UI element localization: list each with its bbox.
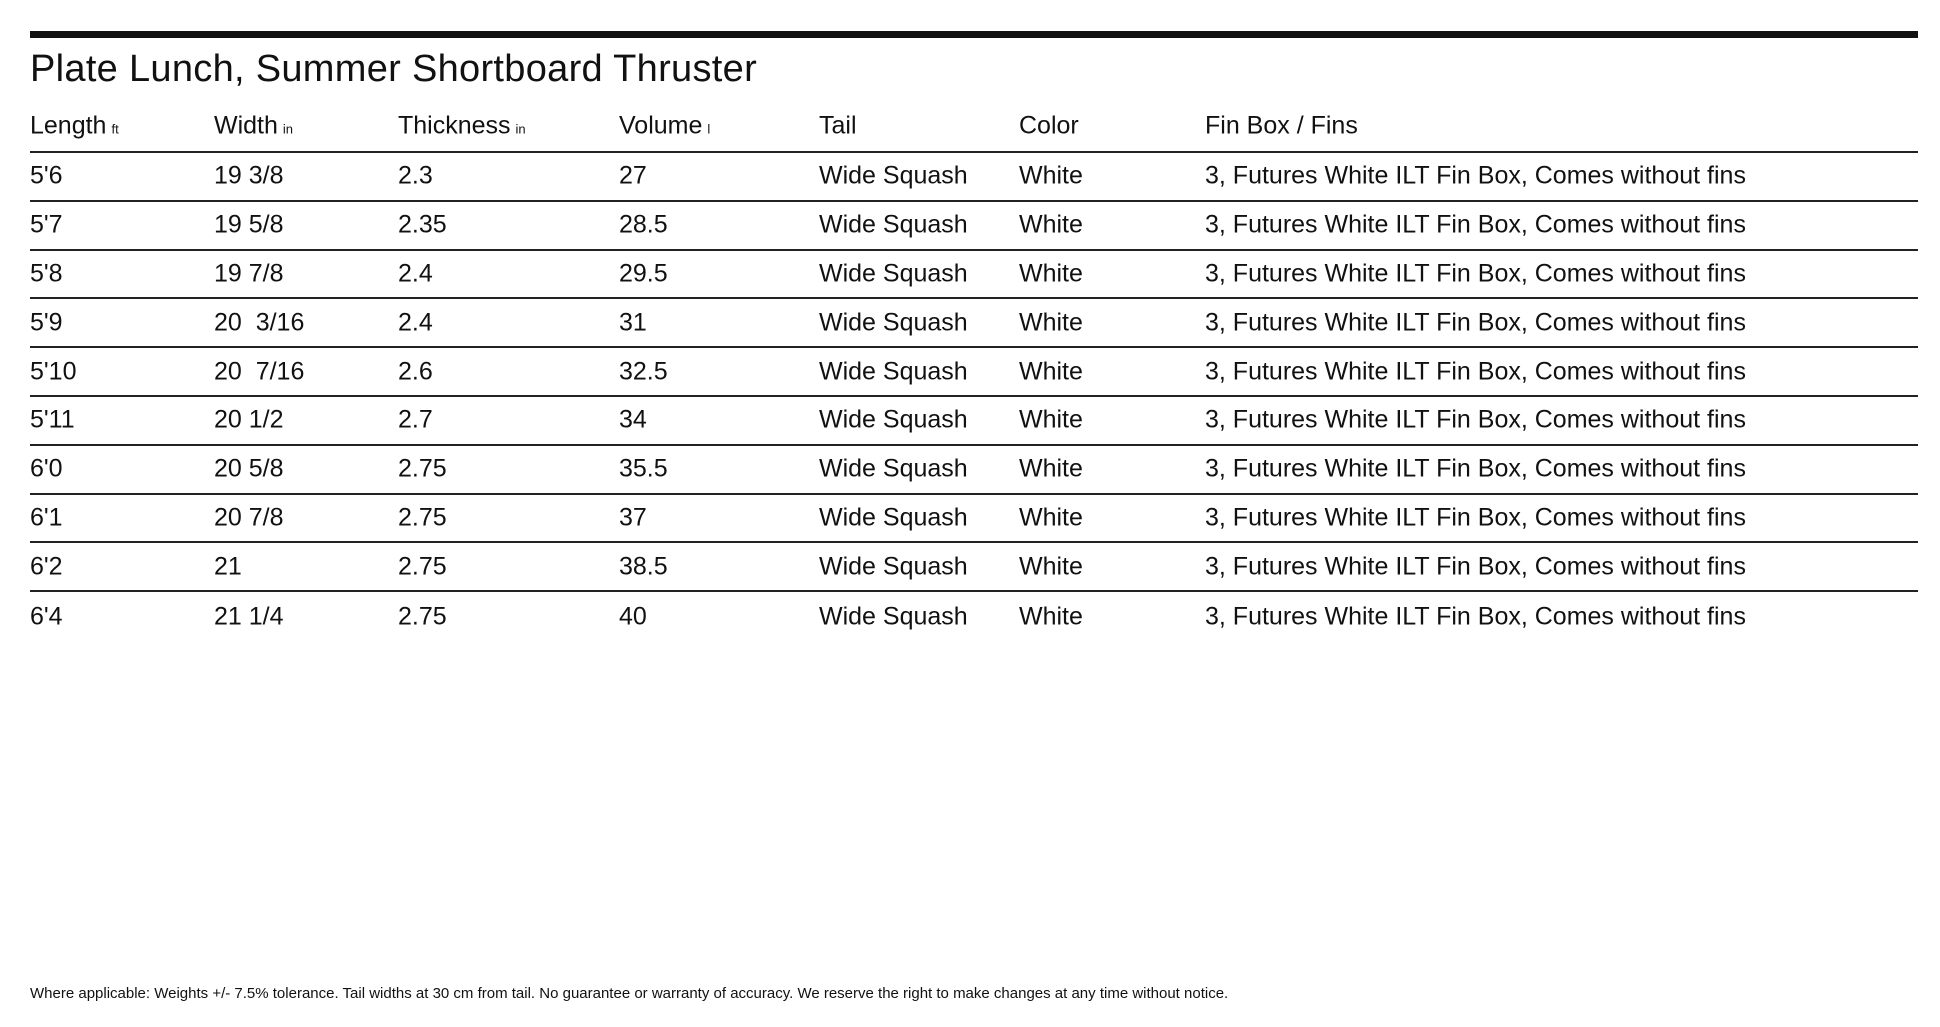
cell-tail: Wide Squash [819, 503, 968, 532]
cell-tail: Wide Squash [819, 161, 968, 190]
cell-thickness: 2.4 [398, 308, 433, 337]
cell-thickness: 2.75 [398, 503, 447, 532]
cell-tail: Wide Squash [819, 308, 968, 337]
cell-thickness: 2.35 [398, 210, 447, 239]
footnote: Where applicable: Weights +/- 7.5% tolerance. Tail widths at 30 cm from tail. No guarantee or warranty of accuracy. We reserve the right to make changes at any time without notice. [30, 985, 1229, 1002]
cell-length: 5'11 [30, 405, 75, 434]
table-row [30, 202, 1918, 251]
cell-volume: 28.5 [619, 210, 668, 239]
cell-color: White [1019, 405, 1083, 434]
cell-width: 20 3/16 [214, 308, 305, 337]
cell-fin-box: 3, Futures White ILT Fin Box, Comes without fins [1205, 308, 1746, 337]
cell-volume: 31 [619, 308, 647, 337]
cell-volume: 38.5 [619, 552, 668, 581]
cell-tail: Wide Squash [819, 602, 968, 631]
cell-width: 19 5/8 [214, 210, 284, 239]
column-header-thickness: Thickness in [398, 111, 526, 139]
cell-fin-box: 3, Futures White ILT Fin Box, Comes without fins [1205, 454, 1746, 483]
table-row [30, 495, 1918, 544]
cell-tail: Wide Squash [819, 210, 968, 239]
cell-tail: Wide Squash [819, 259, 968, 288]
cell-fin-box: 3, Futures White ILT Fin Box, Comes without fins [1205, 503, 1746, 532]
cell-thickness: 2.75 [398, 602, 447, 631]
cell-color: White [1019, 552, 1083, 581]
cell-length: 6'4 [30, 602, 63, 631]
table-row [30, 446, 1918, 495]
spec-table [30, 100, 1918, 641]
cell-width: 20 7/16 [214, 357, 305, 386]
cell-width: 21 [214, 552, 242, 581]
cell-thickness: 2.7 [398, 405, 433, 434]
column-header-tail: Tail [819, 111, 857, 139]
cell-volume: 32.5 [619, 357, 668, 386]
cell-fin-box: 3, Futures White ILT Fin Box, Comes without fins [1205, 357, 1746, 386]
cell-volume: 29.5 [619, 259, 668, 288]
cell-tail: Wide Squash [819, 552, 968, 581]
cell-thickness: 2.75 [398, 454, 447, 483]
cell-volume: 34 [619, 405, 647, 434]
table-row [30, 251, 1918, 300]
cell-length: 5'8 [30, 259, 63, 288]
cell-thickness: 2.3 [398, 161, 433, 190]
cell-color: White [1019, 308, 1083, 337]
cell-length: 5'10 [30, 357, 77, 386]
cell-color: White [1019, 210, 1083, 239]
cell-tail: Wide Squash [819, 357, 968, 386]
cell-volume: 35.5 [619, 454, 668, 483]
cell-fin-box: 3, Futures White ILT Fin Box, Comes without fins [1205, 210, 1746, 239]
cell-width: 21 1/4 [214, 602, 284, 631]
table-row [30, 592, 1918, 641]
cell-color: White [1019, 161, 1083, 190]
cell-fin-box: 3, Futures White ILT Fin Box, Comes without fins [1205, 405, 1746, 434]
cell-width: 19 7/8 [214, 259, 284, 288]
cell-color: White [1019, 454, 1083, 483]
column-header-color: Color [1019, 111, 1079, 139]
cell-volume: 40 [619, 602, 647, 631]
table-row [30, 299, 1918, 348]
cell-length: 5'6 [30, 161, 63, 190]
cell-width: 19 3/8 [214, 161, 284, 190]
cell-length: 6'0 [30, 454, 63, 483]
cell-volume: 37 [619, 503, 647, 532]
cell-length: 5'7 [30, 210, 63, 239]
cell-thickness: 2.4 [398, 259, 433, 288]
cell-width: 20 5/8 [214, 454, 284, 483]
cell-fin-box: 3, Futures White ILT Fin Box, Comes without fins [1205, 552, 1746, 581]
cell-fin-box: 3, Futures White ILT Fin Box, Comes without fins [1205, 161, 1746, 190]
cell-color: White [1019, 259, 1083, 288]
cell-width: 20 1/2 [214, 405, 284, 434]
cell-length: 5'9 [30, 308, 63, 337]
cell-thickness: 2.6 [398, 357, 433, 386]
cell-color: White [1019, 602, 1083, 631]
cell-width: 20 7/8 [214, 503, 284, 532]
column-header-width: Width in [214, 111, 294, 139]
cell-fin-box: 3, Futures White ILT Fin Box, Comes without fins [1205, 259, 1746, 288]
cell-length: 6'2 [30, 552, 63, 581]
column-header-length: Length ft [30, 111, 119, 139]
table-row [30, 348, 1918, 397]
cell-length: 6'1 [30, 503, 63, 532]
page-title: Plate Lunch, Summer Shortboard Thruster [30, 48, 758, 90]
cell-tail: Wide Squash [819, 454, 968, 483]
table-row [30, 543, 1918, 592]
table-row [30, 153, 1918, 202]
column-header-fin-box: Fin Box / Fins [1205, 111, 1358, 139]
cell-volume: 27 [619, 161, 647, 190]
top-rule [30, 31, 1918, 38]
cell-tail: Wide Squash [819, 405, 968, 434]
cell-color: White [1019, 357, 1083, 386]
cell-color: White [1019, 503, 1083, 532]
column-header-volume: Volume l [619, 111, 711, 139]
cell-thickness: 2.75 [398, 552, 447, 581]
cell-fin-box: 3, Futures White ILT Fin Box, Comes without fins [1205, 602, 1746, 631]
table-row [30, 397, 1918, 446]
table-header-row [30, 100, 1918, 153]
